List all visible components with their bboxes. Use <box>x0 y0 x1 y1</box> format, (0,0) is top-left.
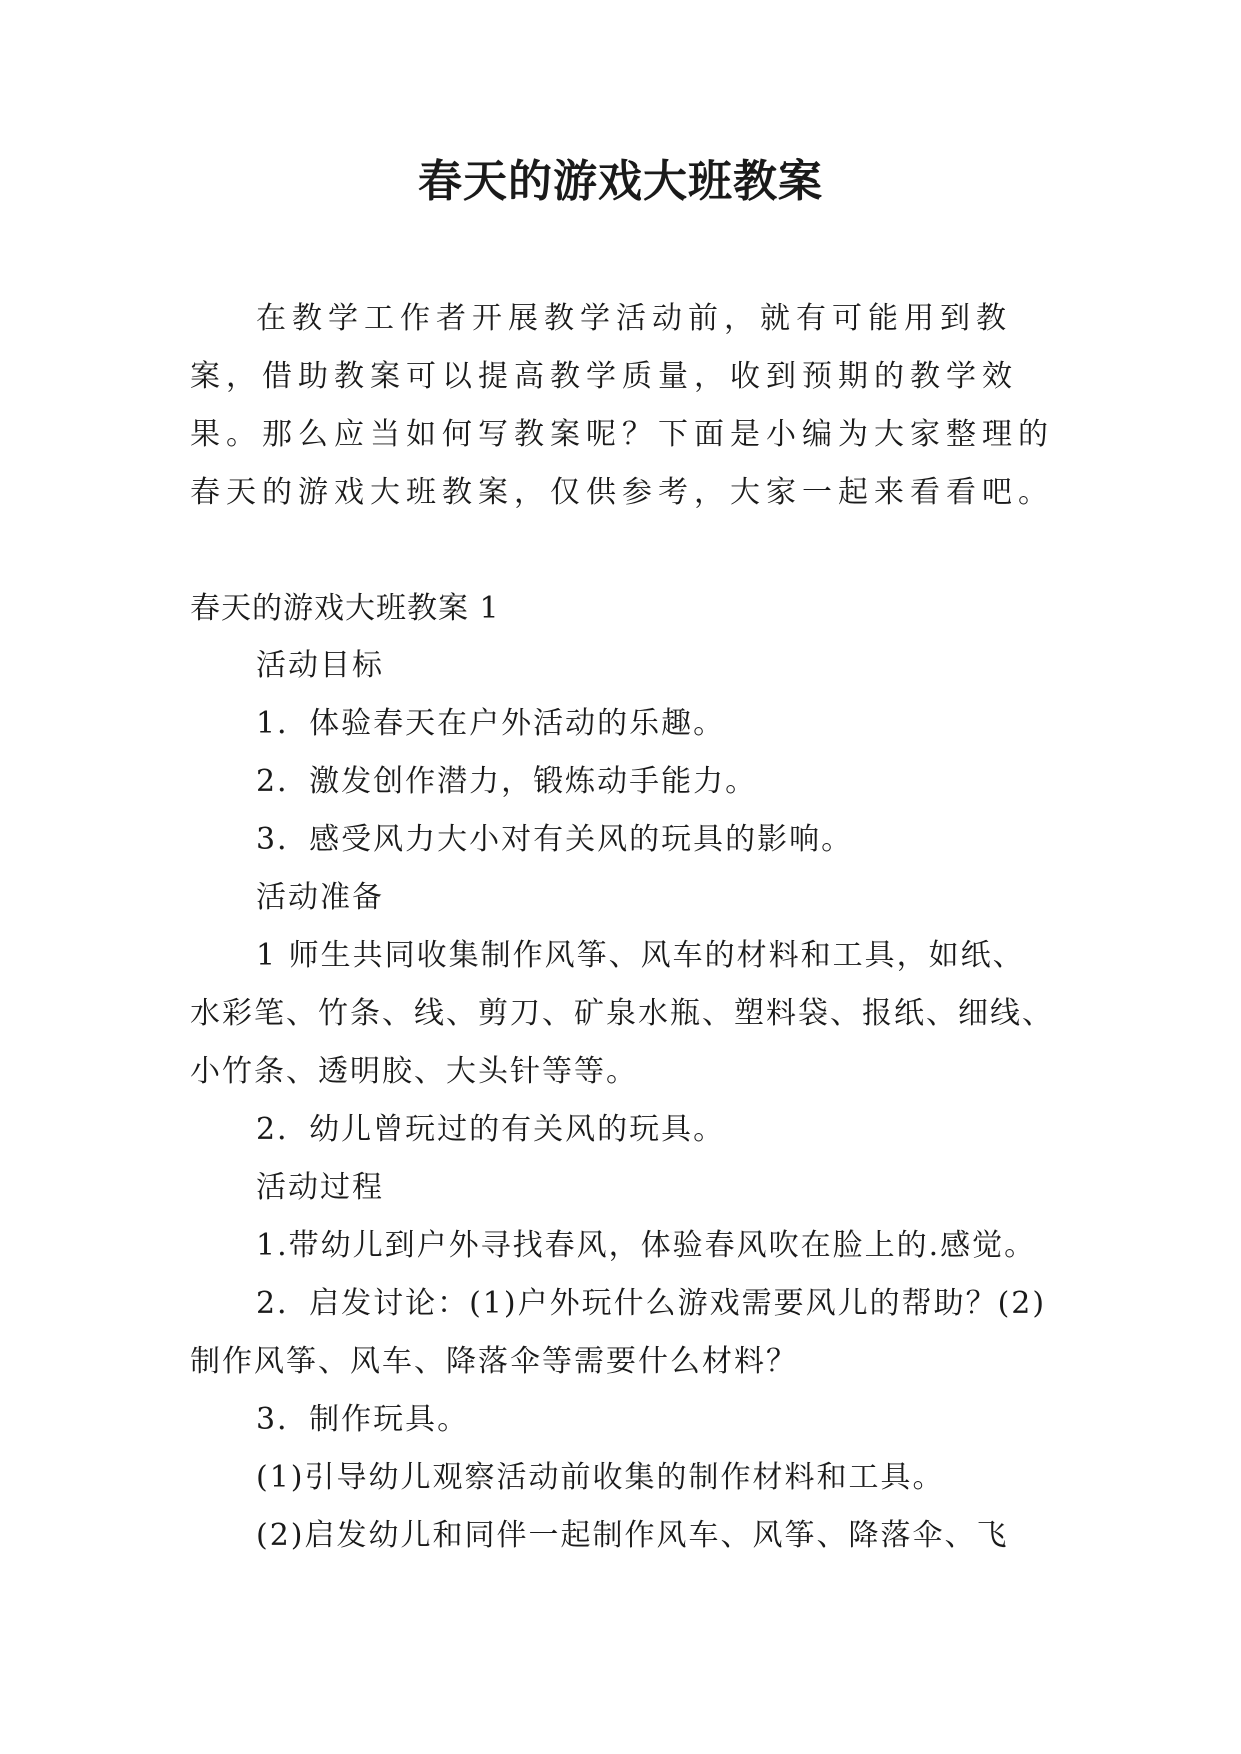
process-subitem: (1)引导幼儿观察活动前收集的制作材料和工具。 <box>256 1460 945 1495</box>
document-title: 春天的游戏大班教案 <box>418 156 823 207</box>
preparation-item: 2．幼儿曾玩过的有关风的玩具。 <box>256 1112 726 1147</box>
goal-item: 2．激发创作潜力，锻炼动手能力。 <box>256 764 758 799</box>
heading-activity-goals: 活动目标 <box>256 648 384 683</box>
process-item: 1.带幼儿到户外寻找春风，体验春风吹在脸上的.感觉。 <box>256 1228 1037 1263</box>
intro-paragraph: 在教学工作者开展教学活动前，就有可能用到教案，借助教案可以提高教学质量，收到预期的教学效果。那么应当如何写教案呢？下面是小编为大家整理的春天的游戏大班教案，仅供参考，大家一起来看看吧。 <box>190 301 1054 510</box>
section-heading: 春天的游戏大班教案 1 <box>190 591 500 626</box>
process-item: 2．启发讨论：(1)户外玩什么游戏需要风儿的帮助？(2)制作风筝、风车、降落伞等需要什么材料？ <box>190 1286 1047 1379</box>
section-content <box>190 637 1056 1565</box>
heading-activity-process: 活动过程 <box>256 1170 384 1205</box>
heading-activity-preparation: 活动准备 <box>256 880 384 915</box>
goal-item: 1．体验春天在户外活动的乐趣。 <box>256 706 726 741</box>
goal-item: 3．感受风力大小对有关风的玩具的影响。 <box>256 822 854 857</box>
preparation-item: 1 师生共同收集制作风筝、风车的材料和工具，如纸、水彩笔、竹条、线、剪刀、矿泉水瓶、塑料袋、报纸、细线、小竹条、透明胶、大头针等等。 <box>190 938 1054 1089</box>
process-subitem: (2)启发幼儿和同伴一起制作风车、风筝、降落伞、飞 <box>256 1518 1009 1553</box>
process-item: 3．制作玩具。 <box>256 1402 470 1437</box>
